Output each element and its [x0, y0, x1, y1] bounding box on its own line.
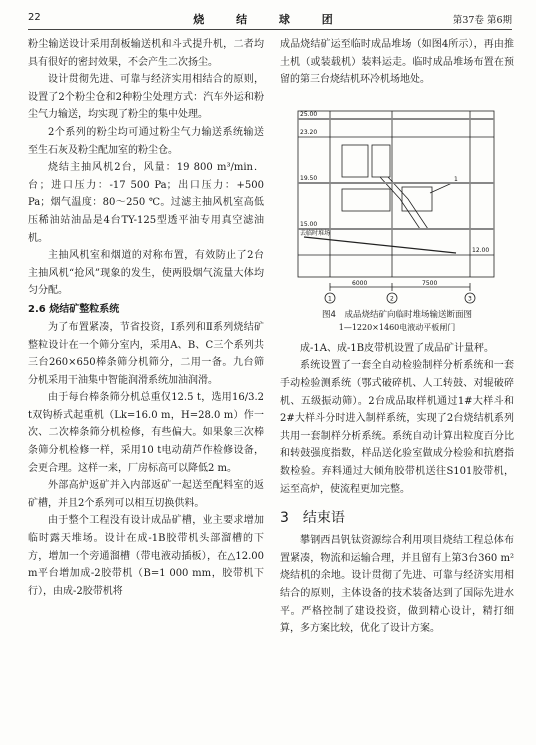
journal-title: 烧 结 球 团	[193, 13, 347, 26]
paragraph: 由于每台棒条筛分机总重仅12.5 t，选用16/3.2 t双钩桥式起重机（Lk=16.0 m，H=28.0 m）作一次、二次棒条筛分机检修，有些偏大。如果象三次棒条筛分机检修一样，采用10 t电动葫芦作检修设备，会更合理。这样一来，厂房标高可以降低2 m。	[28, 392, 264, 474]
leader-line	[430, 183, 452, 193]
section-heading: 3 结束语	[280, 510, 345, 527]
level-label: 12.00	[472, 246, 490, 254]
paragraph: 设计贯彻先进、可靠与经济实用相结合的原则，设置了2个粉尘仓和2种粉尘处理方式：汽车外运和粉尘气力输送，均实现了粉尘的集中处理。	[28, 74, 264, 121]
axis-number: 3	[468, 295, 472, 303]
paragraph: 主抽风机室和烟道的对称布置，有效防止了2台主抽风机“抢风”现象的发生，使两股烟气流量大体均匀分配。	[28, 250, 264, 297]
section-drawing	[280, 95, 514, 307]
paragraph: 粉尘输送设计采用刮板输送机和斗式提升机，二者均具有很好的密封效果，不会产生二次扬尘。	[28, 39, 264, 68]
volume-issue: 第37卷 第6期	[452, 15, 512, 26]
building-outline	[298, 111, 494, 277]
right-column	[280, 36, 514, 638]
bypass-chute	[380, 177, 420, 229]
dimension-label: 6000	[352, 279, 368, 287]
paragraph: 成-1A、成-1B皮带机设置了成品矿计量秤。	[300, 342, 495, 354]
paragraph: 系统设置了一套全自动检验制样分析系统和一套手动检验测系统（鄂式破碎机、人工转鼓、对辊破碎机、五级振动筛）。2台成品取样机通过1#大样斗和2#大样斗分时进入制样系统，实现了2台烧结机系列共用一套制样分析系统。系统自动计算出粒度百分比和转鼓强度指数，样品送化验室做成分检验和抗磨指数检验。弃料通过大倾角胶带机送往S101胶带机，运至高炉，使流程更加完整。	[280, 360, 514, 495]
paragraph: 攀钢西昌钒钛资源综合利用项目烧结工程总体布置紧凑，物流和运输合理，并且留有上第3台360 m²烧结机的余地。设计贯彻了先进、可靠与经济实用相结合的原则，主体设备的技术装备达到了国际先进水平。严格控制了建设投资，做到精心设计，精打细算，多方案比较，优化了设计方案。	[280, 535, 514, 635]
bypass-chute	[388, 177, 428, 229]
paragraph: 外部高炉返矿并入内部返矿一起送至配料室的返矿槽，并且2个系列可以相互切换供料。	[28, 480, 264, 509]
level-label: 15.00	[300, 220, 318, 228]
level-label: 19.50	[300, 174, 318, 182]
paragraph: 为了布置紧凑，节省投资，Ⅰ系列和Ⅱ系列烧结矿整粒设计在一个筛分室内，采用A、B、C三个系列共三台260×650棒条筛分机筛分，二用一备。九台筛分机采用干油集中智能润滑系统加油润滑。	[28, 321, 264, 386]
equipment	[342, 189, 390, 211]
marker-label: 1	[454, 175, 458, 183]
axis-number: 2	[390, 295, 394, 303]
figure-4-section-drawing	[280, 95, 514, 307]
section-heading: 2.6 烧结矿整粒系统	[28, 303, 120, 315]
equipment	[372, 145, 390, 177]
paragraph: 由于整个工程没有设计成品矿槽，业主要求增加临时露天堆场。设计在成-1B胶带机头部溜槽的下方，增加一个旁通溜槽（带电液动插板），在△12.00 m平台增加成-2胶带机（B=1 000 mm，胶带机下行），由成-2胶带机将	[28, 515, 264, 597]
equipment	[342, 145, 368, 177]
conveyor-belt	[304, 237, 456, 253]
equipment	[402, 187, 432, 211]
paragraph: 2个系列的粉尘均可通过粉尘气力输送系统输送至生石灰及粉尘配加室的粉尘仓。	[28, 126, 264, 156]
figure-subcaption: 1—1220×1460电液动平板闸门	[338, 322, 456, 332]
paragraph: 烧结主抽风机2台，风量：19 800 m³/min．台；进口压力：-17 500 Pa；出口压力：+500 Pa；烟气温度：80～250 ℃。过滤主抽风机室高低压稀油站油品是4台TY-125型透平油专用真空滤油机。	[28, 162, 264, 244]
page-header	[28, 8, 512, 30]
yard-label: 去临时堆场	[300, 229, 331, 237]
paragraph: 成品烧结矿运至临时成品堆场（如图4所示），再由推土机（或装载机）装料运走。临时成品堆场布置在预留的第三台烧结机环冷机场地处。	[280, 39, 514, 86]
level-label: 25.00	[300, 110, 318, 118]
left-column	[28, 36, 264, 600]
axis-number: 1	[328, 295, 332, 303]
dimension-label: 7500	[422, 279, 438, 287]
figure-caption: 图4 成品烧结矿向临时堆场输送断面图	[322, 309, 472, 320]
level-label: 23.20	[300, 128, 318, 136]
floor-slabs	[298, 118, 494, 230]
page-number: 22	[28, 12, 41, 23]
